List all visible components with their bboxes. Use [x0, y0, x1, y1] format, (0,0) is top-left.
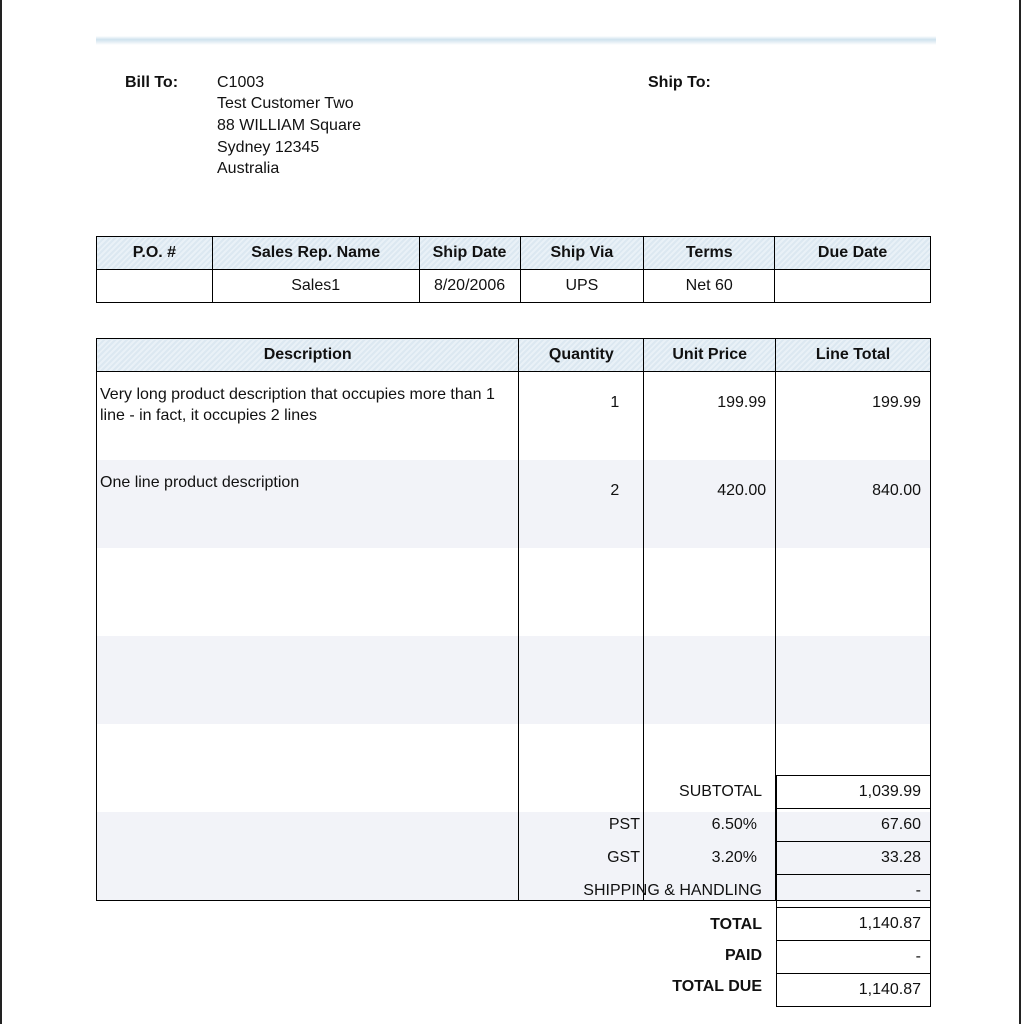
- ship-date-value: 8/20/2006: [419, 270, 520, 303]
- item-quantity: 2: [519, 460, 644, 548]
- shipping-handling-label: SHIPPING & HANDLING: [583, 882, 762, 899]
- bill-to-customer-id: C1003: [217, 74, 265, 91]
- po-number-value: [97, 270, 213, 303]
- due-date-value: [775, 270, 931, 303]
- item-description: [97, 724, 519, 812]
- bill-to-label: Bill To:: [125, 74, 179, 91]
- line-items-header-row: [97, 339, 931, 372]
- page-border-right: [1019, 0, 1021, 1024]
- ship-via-value: UPS: [520, 270, 644, 303]
- paid-label: PAID: [724, 947, 762, 964]
- item-description: Very long product description that occupies more than 1 line - in fact, it occupies 2 lines: [97, 372, 519, 461]
- item-description: [97, 812, 519, 901]
- paid-value: -: [777, 941, 931, 974]
- bill-to-street: 88 WILLIAM Square: [217, 117, 362, 134]
- totals-table: [776, 775, 931, 1007]
- unit-price-header: Unit Price: [644, 339, 776, 372]
- pst-value: 67.60: [777, 809, 931, 842]
- sales-rep-value: Sales1: [212, 270, 419, 303]
- item-description: [97, 636, 519, 724]
- ship-date-header: Ship Date: [419, 237, 520, 270]
- item-unit-price: [644, 636, 776, 724]
- pst-rate: 6.50%: [711, 816, 757, 833]
- line-item-row: [97, 548, 931, 636]
- item-quantity: 1: [519, 372, 644, 461]
- item-quantity: [519, 548, 644, 636]
- total-value: 1,140.87: [777, 908, 931, 941]
- item-unit-price: 199.99: [644, 372, 776, 461]
- total-due-value: 1,140.87: [777, 974, 931, 1007]
- order-info-header-row: [97, 237, 931, 270]
- gst-rate: 3.20%: [711, 849, 757, 866]
- ship-to-label: Ship To:: [648, 74, 711, 91]
- terms-header: Terms: [644, 237, 775, 270]
- item-line-total: 199.99: [776, 372, 931, 461]
- line-item-row: [97, 636, 931, 724]
- gst-label: GST: [607, 849, 640, 866]
- quantity-header: Quantity: [519, 339, 644, 372]
- item-unit-price: 420.00: [644, 460, 776, 548]
- item-quantity: [519, 724, 644, 812]
- item-description: [97, 548, 519, 636]
- item-line-total: [776, 548, 931, 636]
- bill-to-country: Australia: [217, 160, 280, 177]
- ship-via-header: Ship Via: [520, 237, 644, 270]
- terms-value: Net 60: [644, 270, 775, 303]
- item-line-total: 840.00: [776, 460, 931, 548]
- item-unit-price: [644, 548, 776, 636]
- bill-to-city: Sydney 12345: [217, 139, 320, 156]
- item-line-total: [776, 636, 931, 724]
- pst-label: PST: [608, 816, 640, 833]
- subtotal-label: SUBTOTAL: [679, 783, 762, 800]
- item-description: One line product description: [97, 460, 519, 548]
- order-info-table: [96, 236, 931, 303]
- header-decorative-band: [96, 36, 936, 45]
- total-due-label: TOTAL DUE: [672, 978, 762, 995]
- order-info-value-row: [97, 270, 931, 303]
- line-total-header: Line Total: [776, 339, 931, 372]
- item-quantity: [519, 636, 644, 724]
- description-header: Description: [97, 339, 519, 372]
- po-number-header: P.O. #: [97, 237, 213, 270]
- due-date-header: Due Date: [775, 237, 931, 270]
- shipping-handling-value: -: [777, 875, 931, 908]
- subtotal-value: 1,039.99: [777, 776, 931, 809]
- total-label: TOTAL: [710, 916, 762, 933]
- page-border-left: [0, 0, 2, 1024]
- gst-value: 33.28: [777, 842, 931, 875]
- sales-rep-header: Sales Rep. Name: [212, 237, 419, 270]
- bill-to-customer-name: Test Customer Two: [217, 95, 354, 112]
- line-item-row: [97, 460, 931, 548]
- line-item-row: [97, 372, 931, 461]
